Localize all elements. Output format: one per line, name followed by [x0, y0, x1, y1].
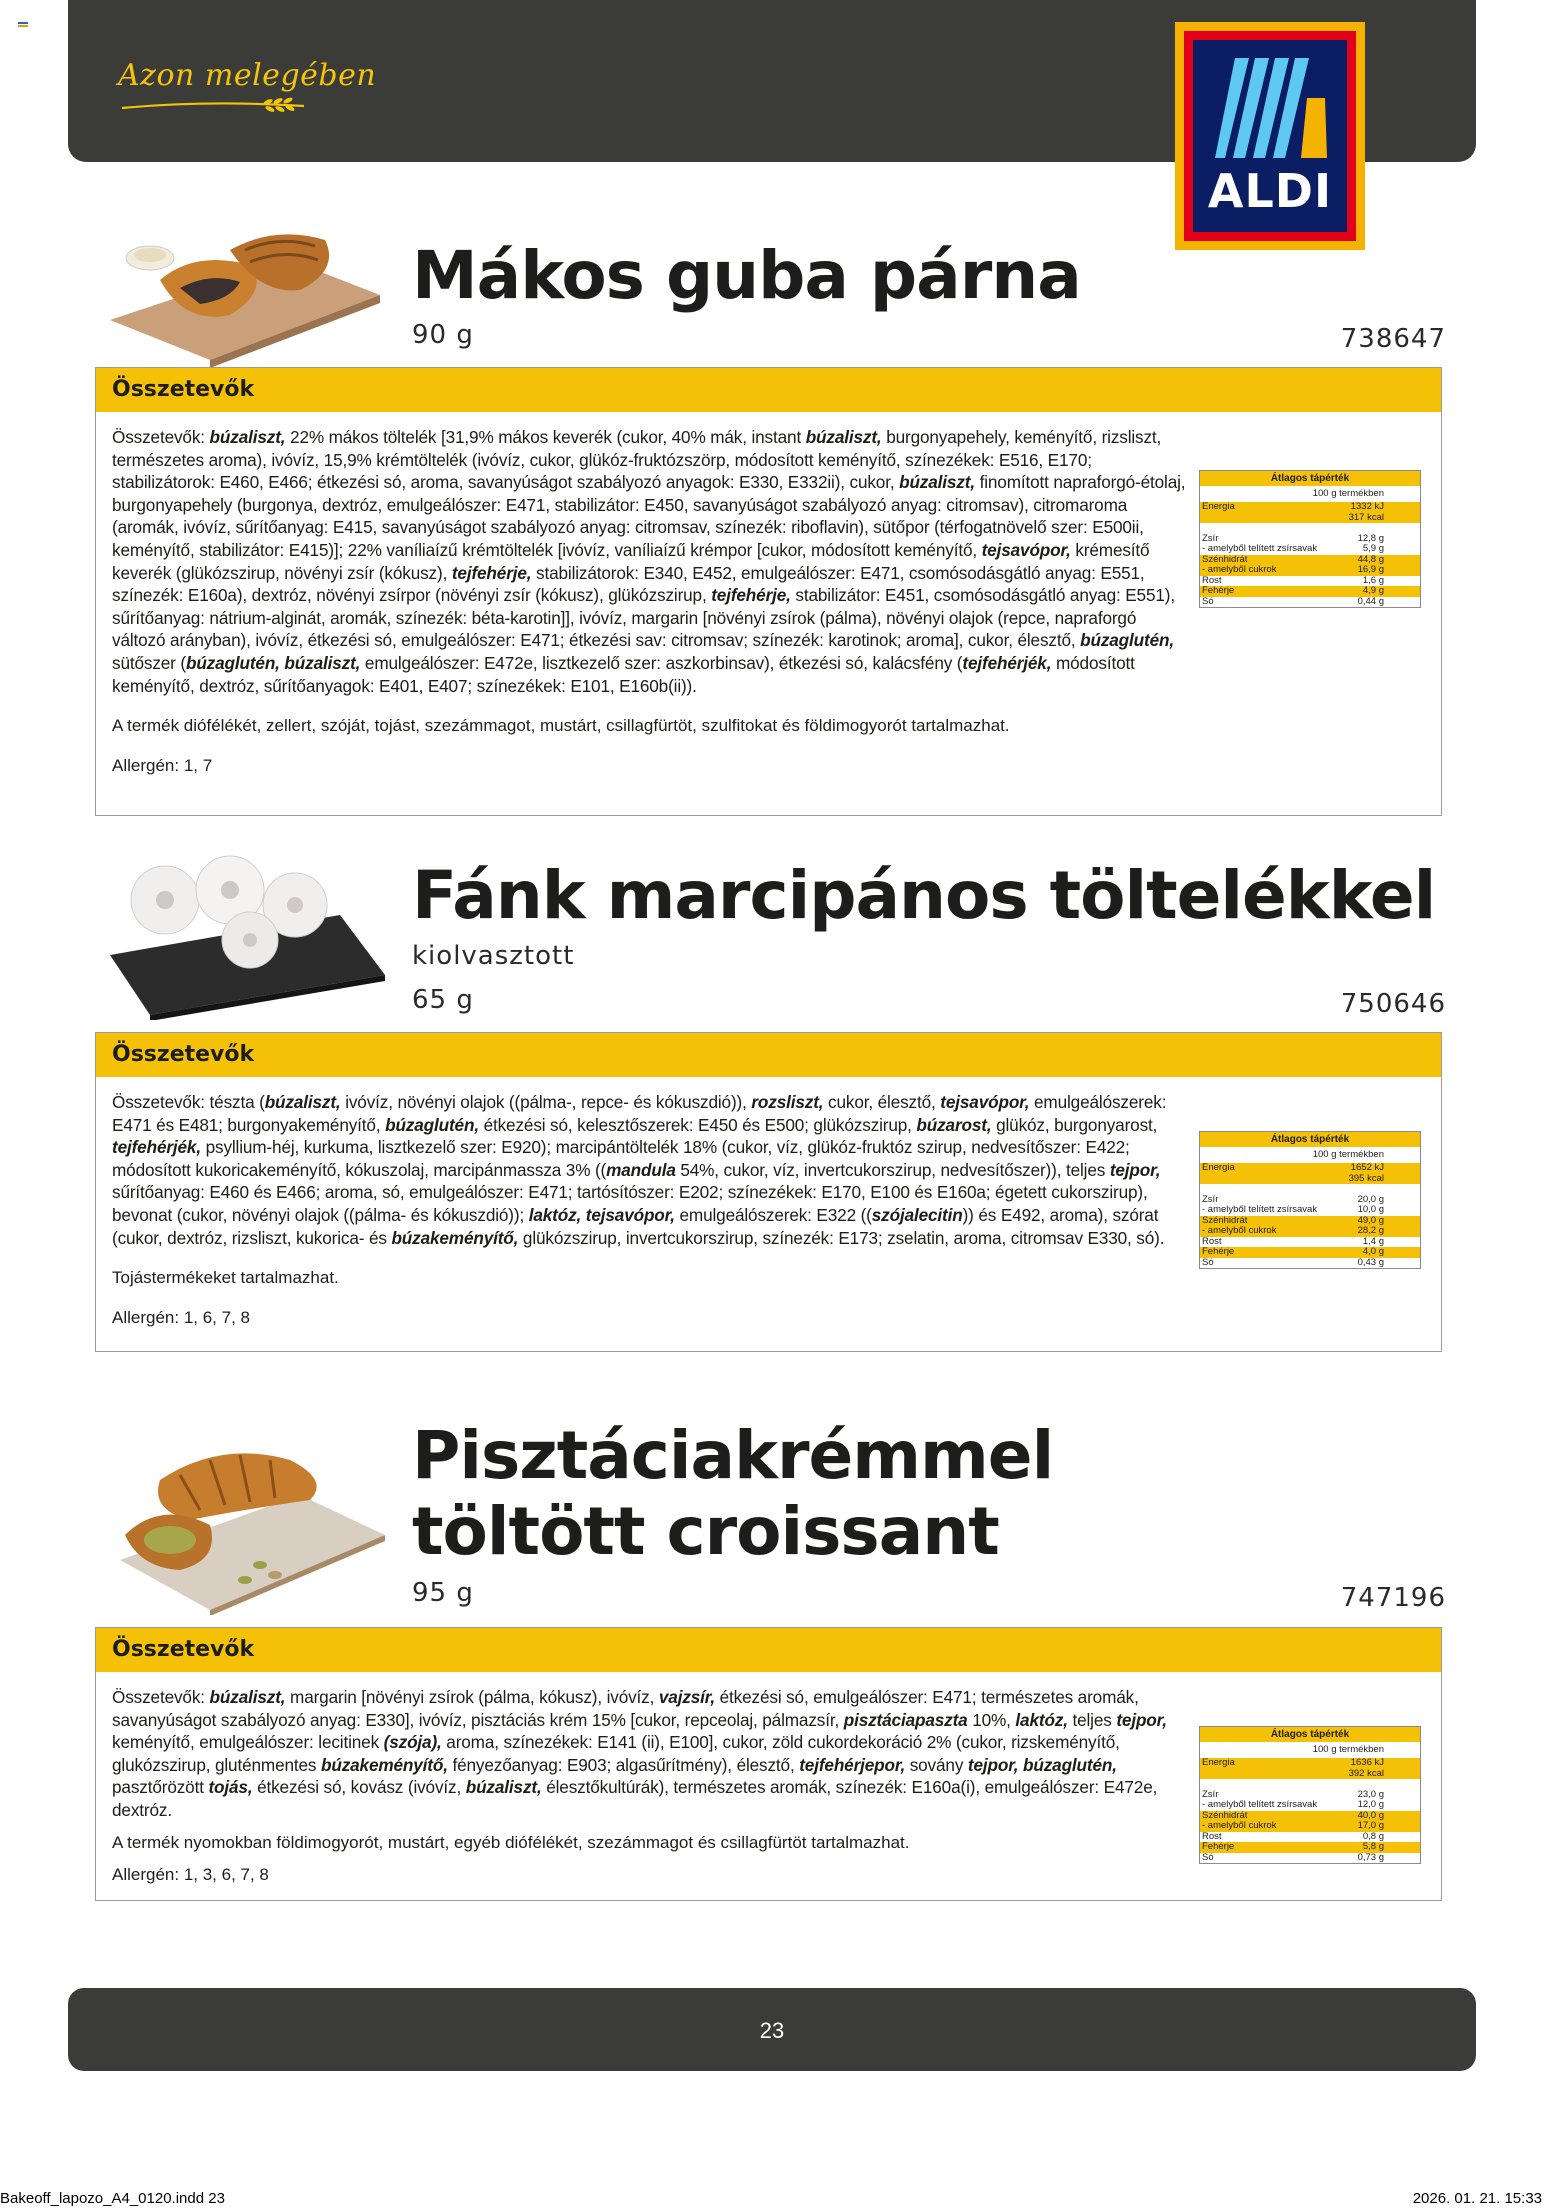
nutrition-label: Rost — [1202, 1830, 1222, 1842]
allergen-line: Allergén: 1, 3, 6, 7, 8 — [112, 1864, 269, 1884]
print-slug-filename: Bakeoff_lapozo_A4_0120.indd 23 — [0, 2190, 225, 2207]
nutrition-label: Energia — [1202, 1757, 1235, 1768]
nutrition-row — [1200, 1800, 1420, 1811]
nutrition-label: - amelyből cukrok — [1202, 1225, 1277, 1236]
nutrition-row — [1200, 1247, 1420, 1258]
nutrition-value: 0,43 g — [1357, 1256, 1384, 1268]
nutrition-heading: Átlagos tápérték — [1200, 471, 1420, 486]
pastry-product-image — [100, 200, 390, 375]
nutrition-row — [1200, 586, 1420, 597]
nutrition-row — [1200, 1769, 1420, 1780]
page-number: 23 — [759, 2018, 785, 2043]
nutrition-label: Fehérje — [1202, 1246, 1235, 1257]
product-weight: 65 g — [412, 985, 474, 1015]
aldi-stripes-icon — [1215, 58, 1335, 168]
nutrition-value: 40,0 g — [1357, 1809, 1384, 1821]
product-subtitle: kiolvasztott — [412, 941, 575, 971]
nutrition-label: Rost — [1202, 1235, 1222, 1247]
nutrition-column-header: 100 g termékben — [1312, 1149, 1384, 1160]
nutrition-value: 0,8 g — [1362, 1830, 1384, 1842]
nutrition-value: 49,0 g — [1357, 1214, 1384, 1226]
nutrition-value: 395 kcal — [1348, 1172, 1384, 1184]
nutrition-row — [1200, 565, 1420, 576]
nutrition-label: Fehérje — [1202, 585, 1235, 596]
product-code: 750646 — [1340, 989, 1446, 1019]
nutrition-value: 5,8 g — [1362, 1841, 1384, 1852]
product-code: 738647 — [1340, 324, 1446, 354]
ingredients-note: Tojástermékeket tartalmazhat. — [112, 1268, 339, 1288]
ingredients-box — [95, 367, 1442, 816]
nutrition-label: Zsír — [1202, 1788, 1219, 1800]
nutrition-label: Rost — [1202, 574, 1222, 586]
nutrition-label: Energia — [1202, 501, 1235, 512]
nutrition-label: Szénhidrát — [1202, 1809, 1248, 1821]
ingredients-box — [95, 1627, 1442, 1901]
nutrition-row — [1200, 597, 1420, 608]
aldi-logo-text: ALDI — [1207, 164, 1333, 218]
nutrition-label: - amelyből telített zsírsavak — [1202, 543, 1318, 554]
nutrition-label: Zsír — [1202, 1193, 1219, 1205]
nutrition-table — [1199, 1726, 1421, 1864]
nutrition-value: 10,0 g — [1357, 1204, 1384, 1215]
nutrition-value: 1,6 g — [1362, 574, 1384, 586]
registration-mark — [18, 22, 28, 28]
nutrition-value: 1636 kJ — [1350, 1757, 1384, 1768]
nutrition-row — [1200, 544, 1420, 555]
nutrition-row — [1200, 1779, 1420, 1790]
nutrition-label: - amelyből telített zsírsavak — [1202, 1204, 1318, 1215]
nutrition-value: 5,9 g — [1362, 543, 1384, 554]
allergen-line: Allergén: 1, 6, 7, 8 — [112, 1308, 250, 1328]
nutrition-row — [1200, 1184, 1420, 1195]
ingredients-note: A termék nyomokban földimogyorót, mustárt, egyéb diófélékét, szezámmagot és csillagfürtöt tartalmazhat. — [112, 1832, 910, 1852]
nutrition-row — [1200, 1853, 1420, 1864]
nutrition-heading: Átlagos tápérték — [1200, 1727, 1420, 1742]
nutrition-label: - amelyből cukrok — [1202, 564, 1277, 575]
ingredients-text: Összetevők: búzaliszt, 22% mákos töltelék [31,9% mákos keverék (cukor, 40% mák, instant búzaliszt, burgonyapehely, keményítő, rizsliszt, természetes aroma), ivóvíz, 15,9% krémtöltelék (ivóvíz, cukor, glükóz-fruktózszörp, módosított keményítő, színezékek: E516, E170; stabilizátorok: E460, E466; étkezési só, aroma, savanyúságot szabályozó anyagok: E330, E332ii), cukor, búzaliszt, finomított napraforgó-étolaj, burgonyapehely (burgonya, dextróz, emulgeálószer: E471, stabilizátor: E450, savanyúságot szabályozó anyag: citromsav), citromaroma (aromák, ivóvíz, sűrítőanyag: E415, savanyúságot szabályozó anyag: citromsav, színezék: riboflavin), sütőpor (térfogatnövelő szer: E500ii, keményítő, stabilizátor: E415)]; 22% vaníliaízű krémtöltelék [ivóvíz, vaníliaízű krémpor [cukor, módosított keményítő, tejsavópor, krémesítő keverék (glükózszirup, növényi zsír (kókusz), tejfehérje, stabilizátorok: E340, E452, emulgeálószer: E471, csomósodásgátló anyag: E551, színezék: E160a), dextróz, növényi zsírpor (növényi zsír (kókusz), glükózszirup, tejfehérje, stabilizátor: E451, csomósodásgátló anyag: E551), sűrítőanyag: nátrium-alginát, aromák, színezék: béta-karotin]], ivóvíz, margarin [növényi zsírok (pálma), növényi olajok (repce, napraforgó változó arányban), ivóvíz, étkezési só, emulgeálószer: E471; étkezési sav: citromsav; színezék: karotinok; aroma], cukor, élesztő, búzaglutén, sütőszer (búzaglutén, búzaliszt, emulgeálószer: E472e, lisztkezelő szer: aszkorbinsav), étkezési só, kalácsfény (tejfehérjék, módosított keményítő, dextróz, sűrítőanyagok: E401, E407; színezékek: E101, E160b(ii)). — [112, 427, 1186, 696]
nutrition-row — [1200, 1174, 1420, 1185]
nutrition-value: 1332 kJ — [1350, 501, 1384, 512]
ingredients-box — [95, 1032, 1442, 1352]
nutrition-value: 0,44 g — [1357, 595, 1384, 607]
nutrition-value: 392 kcal — [1348, 1767, 1384, 1779]
nutrition-value: 4,9 g — [1362, 585, 1384, 596]
product-weight: 95 g — [412, 1578, 474, 1608]
product-title: Fánk marcipános töltelékkel — [412, 857, 1436, 934]
nutrition-value: 16,9 g — [1357, 564, 1384, 575]
nutrition-row — [1200, 1226, 1420, 1237]
nutrition-value: 28,2 g — [1357, 1225, 1384, 1236]
product-title: Mákos guba párna — [412, 237, 1081, 314]
nutrition-label: Szénhidrát — [1202, 553, 1248, 565]
nutrition-column-header: 100 g termékben — [1312, 488, 1384, 499]
nutrition-table — [1199, 1131, 1421, 1269]
nutrition-column-header: 100 g termékben — [1312, 1744, 1384, 1755]
nutrition-row — [1200, 523, 1420, 534]
nutrition-value: 23,0 g — [1357, 1788, 1384, 1800]
print-slug-date: 2026. 01. 21. 15:33 — [1412, 2190, 1542, 2207]
nutrition-table — [1199, 470, 1421, 608]
nutrition-row — [1200, 1821, 1420, 1832]
nutrition-value: 17,0 g — [1357, 1820, 1384, 1831]
ingredients-heading: Összetevők — [96, 368, 1441, 412]
nutrition-label: Só — [1202, 1256, 1214, 1268]
nutrition-label: Só — [1202, 595, 1214, 607]
ingredients-heading: Összetevők — [96, 1033, 1441, 1077]
nutrition-label: Szénhidrát — [1202, 1214, 1248, 1226]
nutrition-value: 20,0 g — [1357, 1193, 1384, 1205]
product-title: Pisztáciakrémmel töltött croissant — [412, 1417, 1054, 1570]
nutrition-value: 317 kcal — [1348, 511, 1384, 523]
brand-script-logo: Azon melegében — [118, 58, 377, 93]
footer-bar — [68, 1988, 1476, 2071]
wheat-icon — [118, 96, 308, 114]
nutrition-row — [1200, 1205, 1420, 1216]
nutrition-value: 0,73 g — [1357, 1851, 1384, 1863]
nutrition-label: Zsír — [1202, 532, 1219, 544]
nutrition-value: 1652 kJ — [1350, 1162, 1384, 1173]
nutrition-row — [1200, 1163, 1420, 1174]
aldi-logo — [1175, 22, 1365, 250]
nutrition-heading: Átlagos tápérték — [1200, 1132, 1420, 1147]
product-weight: 90 g — [412, 320, 474, 350]
nutrition-value: 12,0 g — [1357, 1799, 1384, 1810]
nutrition-value: 44,8 g — [1357, 553, 1384, 565]
nutrition-value: 1,4 g — [1362, 1235, 1384, 1247]
nutrition-label: Energia — [1202, 1162, 1235, 1173]
nutrition-label: Fehérje — [1202, 1841, 1235, 1852]
nutrition-row — [1200, 1842, 1420, 1853]
ingredients-text: Összetevők: búzaliszt, margarin [növényi zsírok (pálma, kókusz), ivóvíz, vajzsír, étkezési só, emulgeálószer: E471; természetes aromák, savanyúságot szabályozó anyag: E330], ivóvíz, pisztáciás krém 15% [cukor, repceolaj, pálmazsír, pisztáciapaszta 10%, laktóz, teljes tejpor, keményítő, emulgeálószer: lecitinek (szója), aroma, színezékek: E141 (ii), E100], cukor, zöld cukordekoráció 2% (cukor, rizskeményítő, glukózszirup, gluténmentes búzakeményítő, fényezőanyag: E903; algasűrítmény), élesztő, tejfehérjepor, sovány tejpor, búzaglutén, pasztőrözött tojás, étkezési só, kovász (ivóvíz, búzaliszt, élesztőkultúrák), természetes aromák, színezék: E160a(i), emulgeálószer: E472e, dextróz. — [112, 1687, 1167, 1820]
nutrition-value: 12,8 g — [1357, 532, 1384, 544]
donut-product-image — [100, 845, 390, 1020]
nutrition-row — [1200, 1758, 1420, 1769]
allergen-line: Allergén: 1, 7 — [112, 756, 213, 776]
nutrition-row — [1200, 513, 1420, 524]
ingredients-heading: Összetevők — [96, 1628, 1441, 1672]
product-code: 747196 — [1340, 1583, 1446, 1613]
croissant-product-image — [100, 1440, 390, 1615]
nutrition-row — [1200, 502, 1420, 513]
nutrition-label: - amelyből cukrok — [1202, 1820, 1277, 1831]
nutrition-label: Só — [1202, 1851, 1214, 1863]
ingredients-note: A termék diófélékét, zellert, szóját, tojást, szezámmagot, mustárt, csillagfürtöt, szulfitokat és földimogyorót tartalmazhat. — [112, 716, 1010, 736]
nutrition-value: 4,0 g — [1362, 1246, 1384, 1257]
ingredients-text: Összetevők: tészta (búzaliszt, ivóvíz, növényi olajok ((pálma-, repce- és kókuszdió)), rozsliszt, cukor, élesztő, tejsavópor, emulgeálószerek: E471 és E481; burgonyakeményítő, búzaglutén, étkezési só, kelesztőszerek: E450 és E500; glükózszirup, búzarost, glükóz, burgonyarost, tejfehérjék, psyllium-héj, kurkuma, lisztkezelő szer: E920); marcipántöltelék 18% (cukor, víz, glükóz-fruktóz szirup, nedvesítőszer: E422; módosított kukoricakeményítő, kókuszolaj, marcipánmassza 3% ((mandula 54%, cukor, víz, invertcukorszirup, nedvesítőszer)), teljes tejpor, sűrítőanyag: E460 és E466; aroma, só, emulgeálószer: E471; tartósítószer: E202; színezékek: E170, E100 és E160a; égetett cukorszirup), bevonat (cukor, növényi olajok ((pálma- és kókuszdió)); laktóz, tejsavópor, emulgeálószerek: E322 ((szójalecitin)) és E492, aroma), szórat (cukor, dextróz, rizsliszt, kukorica- és búzakeményítő, glükózszirup, invertcukorszirup, színezék: E173; zselatin, aroma, citromsav E330, só). — [112, 1092, 1167, 1248]
nutrition-row — [1200, 1258, 1420, 1269]
nutrition-label: - amelyből telített zsírsavak — [1202, 1799, 1318, 1810]
